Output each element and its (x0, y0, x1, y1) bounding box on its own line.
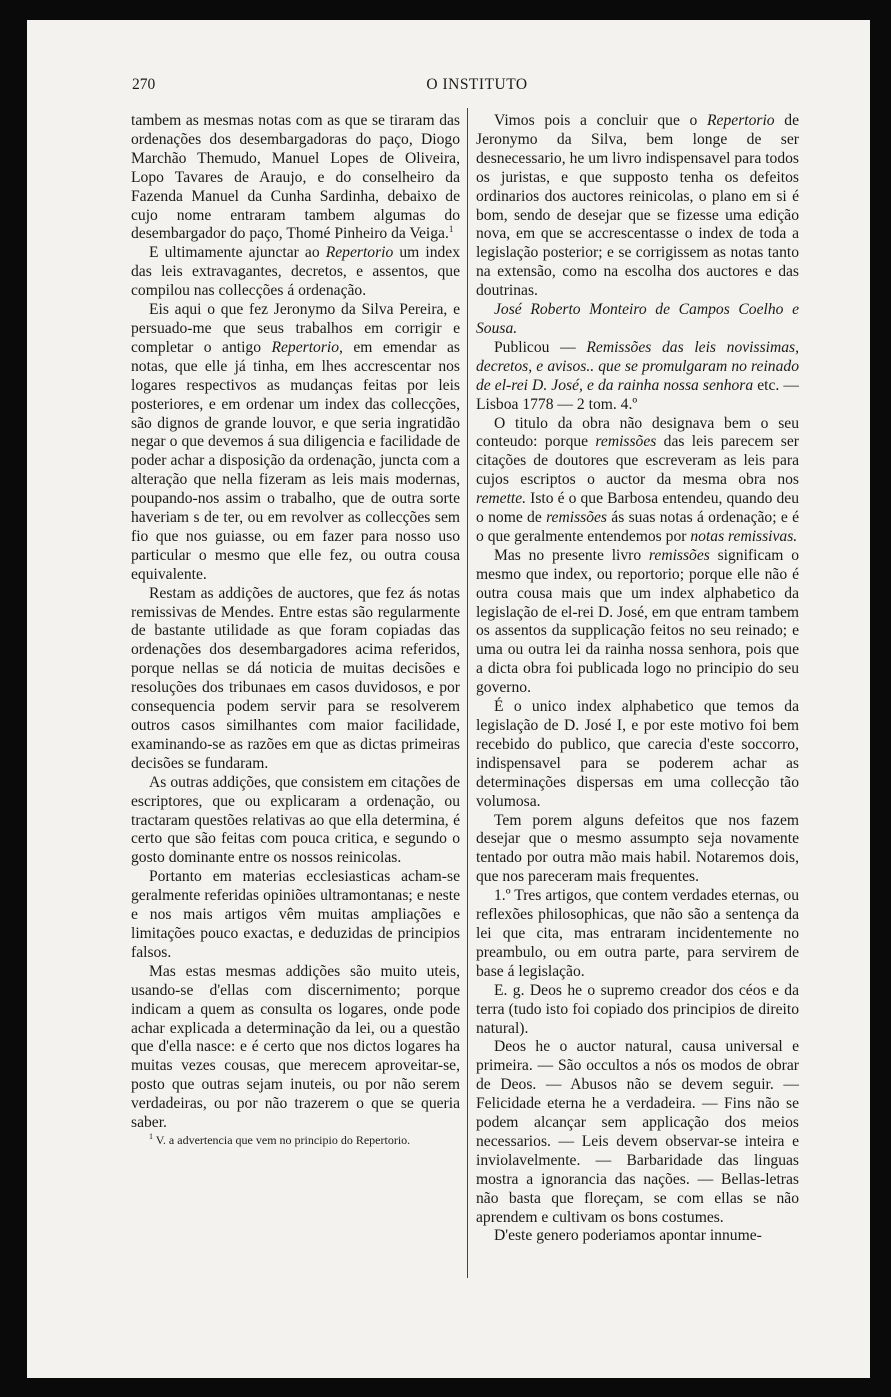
paragraph: Portanto em materias ecclesiasticas acham-se geralmente referidas opiniões ultramontanas; e neste e nos mais artigos vêm muitas ampliações e limitações pouco exactas, e deduzidas de principios falsos. (131, 868, 460, 961)
paragraph: As outras addições, que consistem em citações de escriptores, que ou explicaram a ordenação, ou tractaram questões relativas ao que ella determina, é certo que são feitas com pouca critica, e segundo o gosto dominante entre os nossos reinicolas. (131, 773, 460, 867)
paragraph: Mas estas mesmas addições são muito uteis, usando-se d'ellas com discernimento; porque indicam a quem as consulta os logares, onde pode achar explicada a determinação da lei, ou a questão que d'ella nasce: e é certo que nos dictos logares ha muitas vezes cousas, que merecem aproveitar-se, posto que outras sejam inuteis, ou por não serem verdadeiras, ou por não trazerem o que se queria saber. (131, 962, 460, 1132)
paragraph: Tem porem alguns defeitos que nos fazem desejar que o mesmo assumpto seja novamente tentado por outra mão mais habil. Notaremos dois, que nos pareceram mais frequentes. (476, 811, 799, 886)
footnote-reference: 1 (448, 224, 454, 235)
footnote-mark: 1 (149, 1131, 153, 1141)
right-column (476, 112, 799, 1246)
paragraph: É o unico index alphabetico que temos da legislação de D. José I, e por este motivo foi bem recebido do publico, que carecia d'este soccorro, indispensavel para se poderem achar as determinações dispersas em uma collecção tão volumosa. (476, 698, 799, 810)
paragraph: 1.º Tres artigos, que contem verdades eternas, ou reflexões philosophicas, que não são a sentença da lei que cita, mas entraram incidentemente no preambulo, ou em outra parte, para servirem de base á legislação. (476, 887, 799, 980)
paragraph: E. g. Deos he o supremo creador dos céos e da terra (tudo isto foi copiado dos principios de direito natural). (476, 981, 799, 1037)
footnote: $^1$ V. a advertencia que vem no principio do Repertorio. (149, 1131, 411, 1147)
column-divider (467, 108, 468, 1278)
running-title: O INSTITUTO (426, 76, 528, 93)
author-signature: José Roberto Monteiro de Campos Coelho e Sousa. (476, 301, 799, 337)
paragraph: tambem as mesmas notas com as que se tiraram das ordenações dos desembargadoras do paço, Diogo Marchão Themudo, Manuel Lopes de Oliveira, Lopo Tavares de Araujo, e do conselheiro da Fazenda Manuel da Cunha Sardinha, debaixo de cujo nome entraram tambem algumas do desembargador do paço, Thomé Pinheiro da Veiga.$^1$ (131, 112, 460, 243)
paragraph: Deos he o auctor natural, causa universal e primeira. — São occultos a nós os modos de obrar de Deos. — Abusos não se devem seguir. — Felicidade eterna he a verdadeira. — Fins não se podem alcançar sem applicação dos meios necessarios. — Leis devem observar-se inteira e inviolavelmente. — Barbaridade das linguas mostra a ignorancia das nações. — Bellas-letras não basta que floreçam, se com ellas se não aprendem e cultivam os bons costumes. (476, 1038, 799, 1226)
page-header (132, 76, 822, 98)
paragraph: Eis aqui o que fez Jeronymo da Silva Pereira, e persuado-me que seus trabalhos em corrigir e completar o antigo Repertorio, em emendar as notas, que elle já tinha, em lhes accrescentar nos logares respectivos as mudanças feitas por leis posteriores, e em ordenar um index das collecções, são dignos de grande louvor, e que seria ingratidão negar o que devemos á sua diligencia e facilidade de poder achar a disposição da ordenação, juncta com a alteração que nella fizeram as leis mais modernas, poupando-nos assim o trabalho, que de outra sorte haveriam s de ter, ou em revolver as collecções sem fio que nos guiasse, ou em fazer para nosso uso particular o mesmo que elle fez, ou outra cousa equivalente. (131, 301, 460, 583)
paragraph: Restam as addições de auctores, que fez ás notas remissivas de Mendes. Entre estas são regularmente de bastante utilidade as que foram copiadas das ordenações dos desembargadores acima referidos, porque nellas se dá noticia de muitas decisões e resoluções dos tribunaes em casos duvidosos, e por consequencia podem servir para se resolverem outros casos similhantes com maior facilidade, examinando-se as razões em que as dictas primeiras decisões se fundaram. (131, 584, 460, 772)
paragraph: Vimos pois a concluir que o Repertorio de Jeronymo da Silva, bem longe de ser desnecessario, he um livro indispensavel para todos os juristas, e que supposto tenha os defeitos ordinarios dos auctores reinicolas, o plano em si é bom, sendo de desejar que se fizesse uma edição nova, em que se accrescentasse o index de toda a legislação posterior; e se corrigissem as notas tanto na extensão, como na escolha dos auctores e das doutrinas. (476, 112, 799, 300)
left-column (131, 112, 460, 1147)
paragraph: Mas no presente livro remissões significam o mesmo que index, ou reportorio; porque elle não é outra cousa mais que um index alphabetico da legislação de el-rei D. José, em que entram tambem os assentos da supplicação feitos no seu reinado; e uma ou outra lei da rainha nossa senhora, pois que a dicta obra foi publicada logo no principio do seu governo. (476, 546, 799, 697)
paragraph: Publicou — Remissões das leis novissimas, decretos, e avisos.. que se promulgaram no reinado de el-rei D. José, e da rainha nossa senhora etc. — Lisboa 1778 — 2 tom. 4.º (476, 338, 799, 413)
page-number: 270 (132, 76, 156, 93)
paragraph: D'este genero poderiamos apontar innume- (494, 1227, 762, 1245)
paragraph: E ultimamente ajunctar ao Repertorio um index das leis extravagantes, decretos, e assentos, que compilou nas collecções á ordenação. (131, 244, 461, 300)
paragraph: O titulo da obra não designava bem o seu conteudo: porque remissões das leis parecem ser citações de doutores que escreveram as leis para cujos escriptos o auctor da mesma obra nos remette. Isto é o que Barbosa entendeu, quando deu o nome de remissões ás suas notas á ordenação; e é o que geralmente entendemos por notas remissivas. (476, 414, 800, 545)
book-page (27, 20, 870, 1378)
